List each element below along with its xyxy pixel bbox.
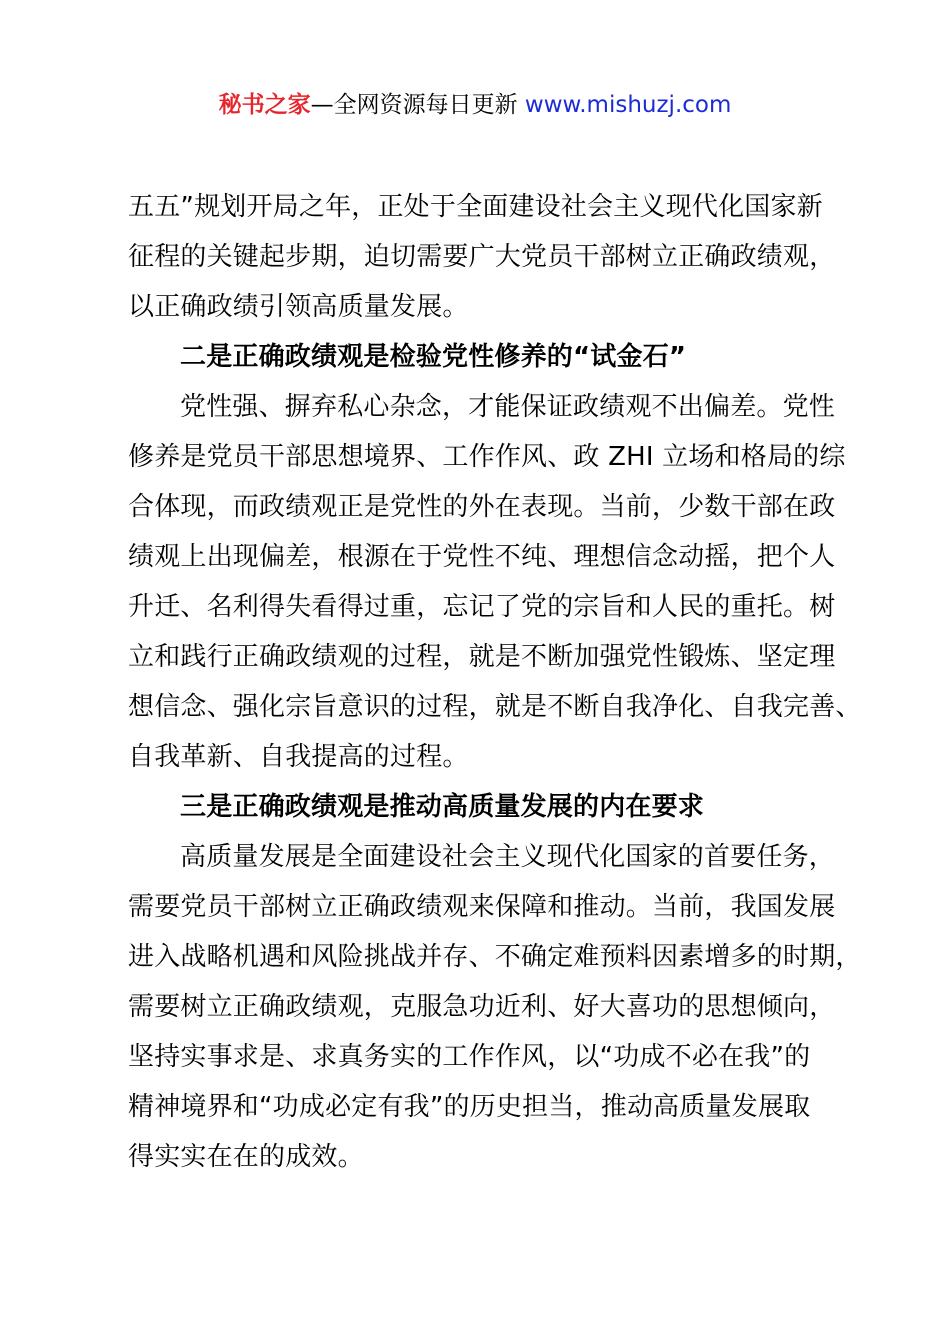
- text-line: 自我革新、自我提高的过程。: [128, 742, 469, 772]
- header-tagline: —全网资源每日更新: [310, 92, 525, 118]
- brand-name: 秘书之家: [218, 92, 311, 118]
- text-line: 立和践行正确政绩观的过程，就是不断加强党性锻炼、坚定理: [128, 642, 836, 672]
- text-line: 需要树立正确政绩观，克服急功近利、好大喜功的思想倾向，: [128, 992, 836, 1022]
- text-line: 修养是党员干部思想境界、工作作风、政 ZHI 立场和格局的综: [128, 442, 846, 472]
- text-line: 五五”规划开局之年，正处于全面建设社会主义现代化国家新: [128, 192, 823, 222]
- text-line: 进入战略机遇和风险挑战并存、不确定难预料因素增多的时期，: [128, 942, 862, 972]
- text-line: 升迁、名利得失看得过重，忘记了党的宗旨和人民的重托。树: [128, 592, 836, 622]
- text-line: 精神境界和“功成必定有我”的历史担当，推动高质量发展取: [128, 1092, 811, 1122]
- section-heading-2: 二是正确政绩观是检验党性修养的“试金石”: [180, 342, 687, 372]
- text-line: 得实实在在的成效。: [128, 1142, 364, 1172]
- site-url-link[interactable]: www.mishuzj.com: [524, 92, 732, 118]
- text-line: 需要党员干部树立正确政绩观来保障和推动。当前，我国发展: [128, 892, 836, 922]
- document-body: [128, 182, 862, 1182]
- section-heading-3: 三是正确政绩观是推动高质量发展的内在要求: [180, 792, 705, 822]
- text-line: 想信念、强化宗旨意识的过程，就是不断自我净化、自我完善、: [128, 692, 862, 722]
- text-line: 绩观上出现偏差，根源在于党性不纯、理想信念动摇，把个人: [128, 542, 836, 572]
- text-line: 坚持实事求是、求真务实的工作作风，以“功成不必在我”的: [128, 1042, 811, 1072]
- text-line: 征程的关键起步期，迫切需要广大党员干部树立正确政绩观，: [128, 242, 836, 272]
- page-header: [0, 88, 950, 122]
- text-line: 党性强、摒弃私心杂念，才能保证政绩观不出偏差。党性: [180, 392, 836, 422]
- text-line: 高质量发展是全面建设社会主义现代化国家的首要任务，: [180, 842, 836, 872]
- text-line: 合体现，而政绩观正是党性的外在表现。当前，少数干部在政: [128, 492, 836, 522]
- text-line: 以正确政绩引领高质量发展。: [128, 292, 469, 322]
